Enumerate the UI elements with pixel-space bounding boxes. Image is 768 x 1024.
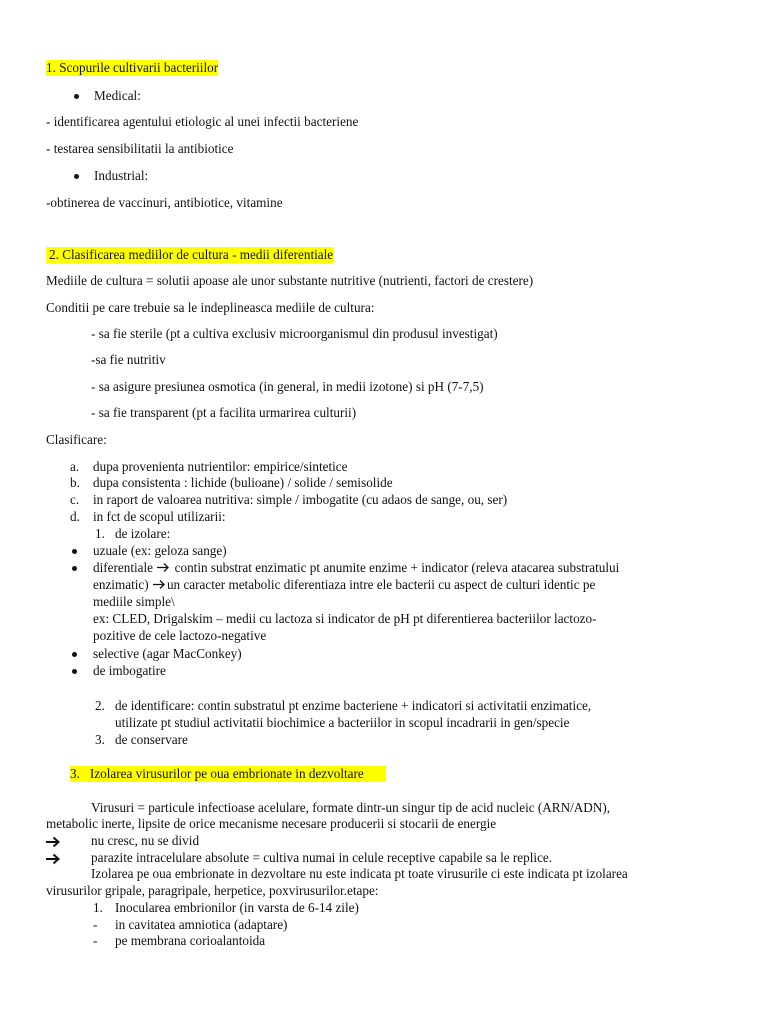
medical-item: - identificarea agentului etiologic al unei infectii bacteriene bbox=[46, 114, 359, 129]
section-3-heading: 3. Izolarea virusurilor pe oua embrionate in dezvoltare bbox=[70, 766, 386, 782]
list-item: in cavitatea amniotica (adaptare) bbox=[115, 917, 288, 932]
izolarea-text: Izolarea pe oua embrionate in dezvoltare nu este indicata pt toate virusurile ci este indicata pt izolarea bbox=[91, 866, 628, 881]
definition-text: Mediile de cultura = solutii apoase ale unor substante nutritive (nutrienti, factori de crestere) bbox=[46, 273, 534, 288]
list-item: in raport de valoarea nutritiva: simple / imbogatite (cu adaos de sange, ou, ser) bbox=[93, 492, 508, 507]
condition-item: - sa asigure presiunea osmotica (in general, in medii izotone) si pH (7-7,5) bbox=[91, 379, 484, 394]
arrow-right-icon bbox=[157, 562, 170, 573]
imbogatire-item: de imbogatire bbox=[93, 663, 166, 678]
bullet-icon bbox=[72, 669, 77, 674]
bullet-icon bbox=[72, 566, 77, 571]
list-item: de izolare: bbox=[115, 526, 171, 541]
diferentiale-line: ex: CLED, Drigalskim – medii cu lactoza si indicator de pH pt diferentierea bacteriilor lactozo- bbox=[93, 611, 597, 626]
bullet-icon bbox=[72, 652, 77, 657]
bullet-icon bbox=[72, 549, 77, 554]
arrow-item: nu cresc, nu se divid bbox=[91, 833, 200, 848]
list-item: de identificare: contin substratul pt enzime bacteriene + indicatori si activitatii enzimatice, bbox=[115, 698, 592, 713]
arrow-item: parazite intracelulare absolute = cultiva numai in celule receptive capabile sa le replice. bbox=[91, 850, 553, 865]
list-marker: a. bbox=[70, 459, 80, 474]
medical-label: Medical: bbox=[94, 88, 141, 103]
diferentiale-line: diferentiale contin substrat enzimatic pt anumite enzime + indicator (releva atacarea substratului bbox=[93, 560, 620, 575]
arrow-right-icon bbox=[46, 836, 61, 848]
bullet-icon bbox=[74, 94, 79, 99]
bullet-icon bbox=[74, 174, 79, 179]
list-item: in fct de scopul utilizarii: bbox=[93, 509, 226, 524]
section-2-heading: 2. Clasificarea mediilor de cultura - medii diferentiale bbox=[46, 247, 333, 263]
list-marker: 2. bbox=[95, 698, 105, 713]
industrial-label: Industrial: bbox=[94, 168, 149, 183]
list-item: dupa provenienta nutrientilor: empirice/sintetice bbox=[93, 459, 348, 474]
list-item: dupa consistenta : lichide (bulioane) / solide / semisolide bbox=[93, 475, 393, 490]
diferentiale-line: enzimatic) un caracter metabolic diferentiaza intre ele bacterii cu aspect de culturi identic pe bbox=[93, 577, 596, 592]
list-item: pe membrana corioalantoida bbox=[115, 933, 266, 948]
conditions-intro: Conditii pe care trebuie sa le indeplineasca mediile de cultura: bbox=[46, 300, 375, 315]
list-marker: - bbox=[93, 917, 98, 932]
list-marker: c. bbox=[70, 492, 80, 507]
list-marker: 3. bbox=[95, 732, 105, 747]
list-item: Inocularea embrionilor (in varsta de 6-14 zile) bbox=[115, 900, 359, 915]
clasificare-label: Clasificare: bbox=[46, 432, 107, 447]
list-item: utilizate pt studiul activitatii biochimice a bacteriilor in scopul incadrarii in gen/specie bbox=[115, 715, 570, 730]
list-marker: - bbox=[93, 933, 98, 948]
list-marker: d. bbox=[70, 509, 80, 524]
arrow-right-icon bbox=[153, 579, 166, 590]
list-item: de conservare bbox=[115, 732, 188, 747]
industrial-item: -obtinerea de vaccinuri, antibiotice, vitamine bbox=[46, 195, 283, 210]
uzuale-item: uzuale (ex: geloza sange) bbox=[93, 543, 227, 558]
list-marker: 1. bbox=[93, 900, 103, 915]
medical-item: - testarea sensibilitatii la antibiotice bbox=[46, 141, 234, 156]
selective-item: selective (agar MacConkey) bbox=[93, 646, 242, 661]
condition-item: - sa fie sterile (pt a cultiva exclusiv microorganismul din produsul investigat) bbox=[91, 326, 498, 341]
arrow-right-icon bbox=[46, 853, 61, 865]
condition-item: - sa fie transparent (pt a facilita urmarirea culturii) bbox=[91, 405, 357, 420]
condition-item: -sa fie nutritiv bbox=[91, 352, 166, 367]
list-marker: 1. bbox=[95, 526, 105, 541]
section-1-heading: 1. Scopurile cultivarii bacteriilor bbox=[46, 60, 219, 75]
izolarea-text: virusurilor gripale, paragripale, herpetice, poxvirusurilor.etape: bbox=[46, 883, 379, 898]
list-marker: b. bbox=[70, 475, 80, 490]
virus-definition: Virusuri = particule infectioase acelulare, formate dintr-un singur tip de acid nucleic (ARN/ADN), bbox=[91, 800, 611, 815]
diferentiale-line: pozitive de cele lactozo-negative bbox=[93, 628, 267, 643]
virus-definition: metabolic inerte, lipsite de orice mecanisme necesare producerii si stocarii de energie bbox=[46, 816, 497, 831]
diferentiale-line: mediile simple\ bbox=[93, 594, 175, 609]
